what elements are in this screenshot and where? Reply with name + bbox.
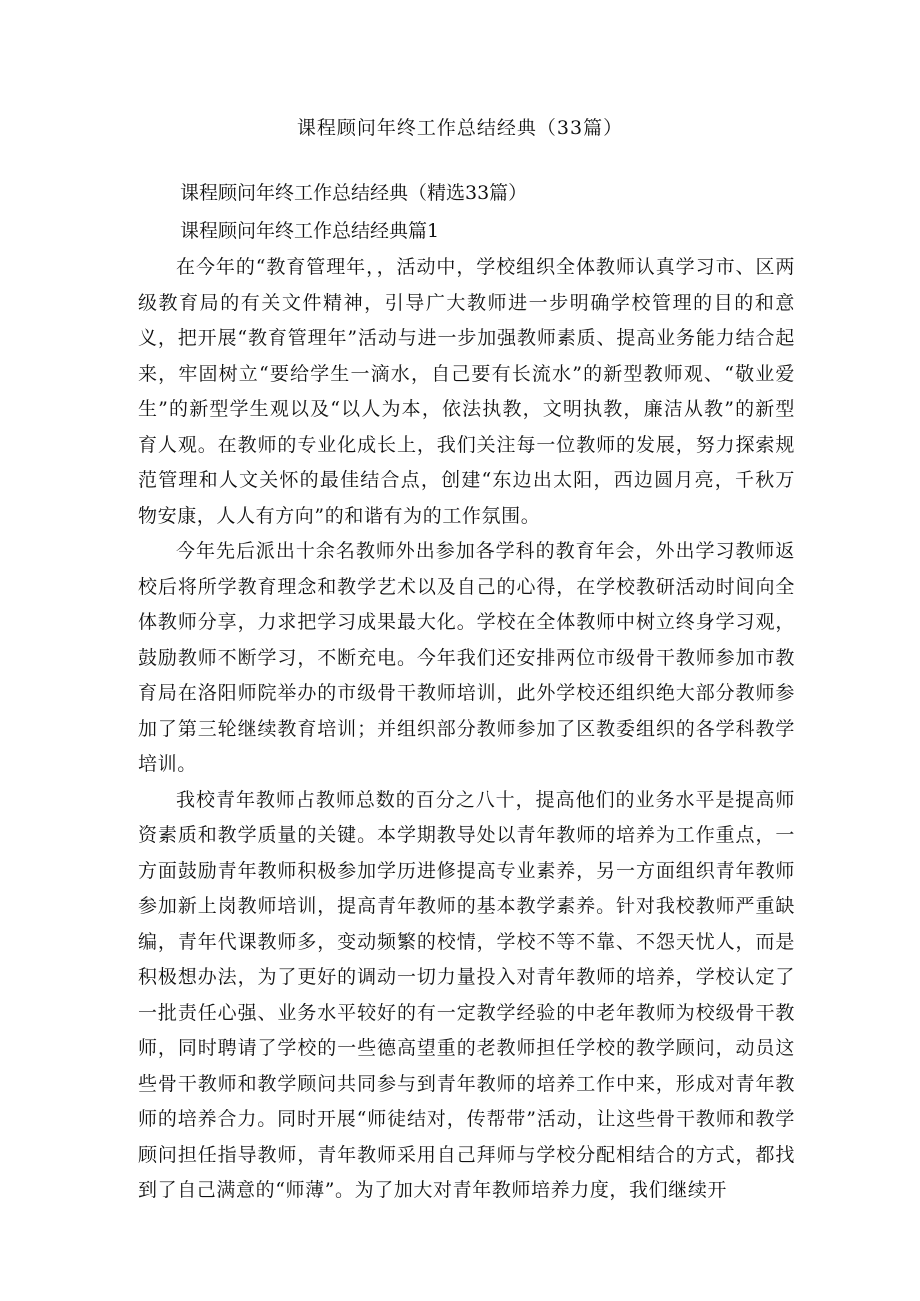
body-text [138,250,795,1209]
paragraph-2: 今年先后派出十余名教师外出参加各学科的教育年会，外出学习教师返校后将所学教育理念和教学艺术以及自己的心得，在学校教研活动时间向全体教师分享，力求把学习成果最大化。学校在全体教师中树立终身学习观，鼓励教师不断学习，不断充电。今年我们还安排两位市级骨干教师参加市教育局在洛阳师院举办的市级骨干教师培训，此外学校还组织绝大部分教师参加了第三轮继续教育培训；并组织部分教师参加了区教委组织的各学科教学培训。 [138,540,795,775]
paragraph-1: 在今年的“教育管理年，，活动中，学校组织全体教师认真学习市、区两级教育局的有关文件精神，引导广大教师进一步明确学校管理的目的和意义，把开展“教育管理年”活动与进一步加强教师素质、提高业务能力结合起来，牢固树立“要给学生一滴水，自己要有长流水”的新型教师观、“敬业爱生”的新型学生观以及“以人为本，依法执教，文明执教，廉洁从教”的新型育人观。在教师的专业化成长上，我们关注每一位教师的发展，努力探索规范管理和人文关怀的最佳结合点，创建“东边出太阳，西边圆月亮，千秋万物安康，人人有方向”的和谐有为的工作氛围。 [138,256,795,527]
paragraph-3: 我校青年教师占教师总数的百分之八十，提高他们的业务水平是提高师资素质和教学质量的关键。本学期教导处以青年教师的培养为工作重点，一方面鼓励青年教师积极参加学历进修提高专业素养，另一方面组织青年教师参加新上岗教师培训，提高青年教师的基本教学素养。针对我校教师严重缺编，青年代课教师多，变动频繁的校情，学校不等不靠、不怨天忧人，而是积极想办法，为了更好的调动一切力量投入对青年教师的培养，学校认定了一批责任心强、业务水平较好的有一定教学经验的中老年教师为校级骨干教师，同时聘请了学校的一些德高望重的老教师担任学校的教学顾问，动员这些骨干教师和教学顾问共同参与到青年教师的培养工作中来，形成对青年教师的培养合力。同时开展“师徒结对，传帮带”活动，让这些骨干教师和教学顾问担任指导教师，青年教师采用自己拜师与学校分配相结合的方式，都找到了自己满意的“师薄”。为了加大对青年教师培养力度，我们继续开 [138,788,795,1201]
document-subtitle: 课程顾问年终工作总结经典（精选33篇） [180,182,528,204]
section-heading: 课程顾问年终工作总结经典篇1 [180,220,440,242]
document-title: 课程顾问年终工作总结经典（33篇） [296,117,624,139]
